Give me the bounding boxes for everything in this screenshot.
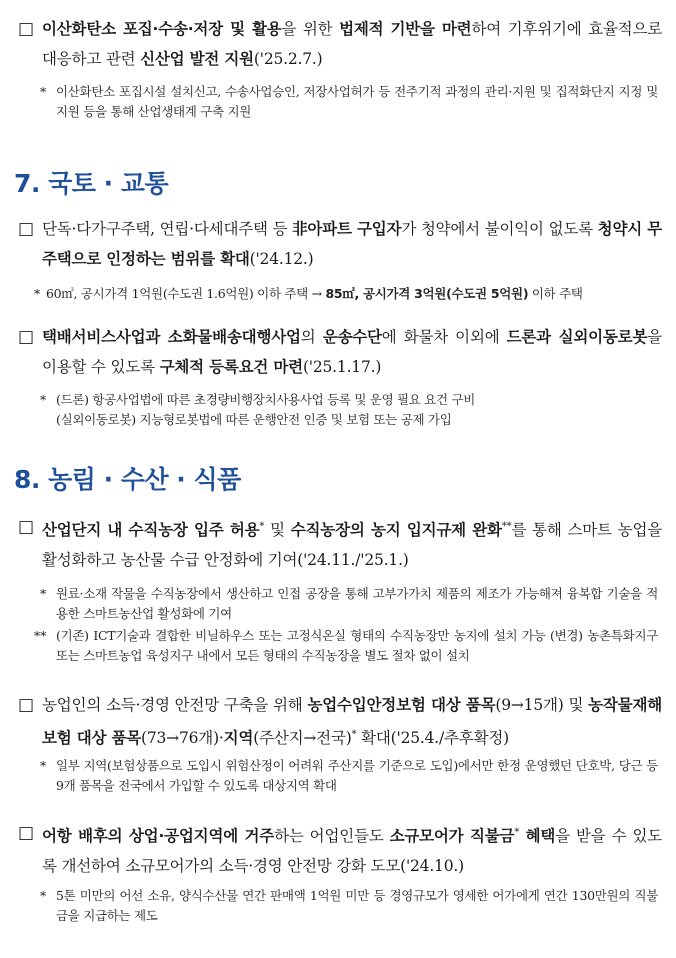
section-heading-8: 8. 농림 · 수산 · 식품 <box>14 465 241 494</box>
section-heading-7: 7. 국토 · 교통 <box>14 169 169 198</box>
bullet-item-fishery <box>18 818 662 881</box>
checkbox-bullet: □ <box>18 823 35 843</box>
footnote: ** (기존) ICT기술과 결합한 비닐하우스 또는 고정식온실 형태의 수직농장만 농지에 설치 가능 (변경) 농촌특화지구 또는 스마트농업 육성지구 내에서 모든 형태의 수직농장을 별도 절차 없이 설치 <box>34 628 658 663</box>
bullet-item-vertical-farm <box>18 512 662 575</box>
bullet-text: 어항 배후의 상업·공업지역에 거주하는 어업인들도 소규모어가 직불금* 혜택을 받을 수 있도록 개선하여 소규모어가의 소득·경영 안전망 강화 도모('24.10.) <box>42 827 662 875</box>
checkbox-bullet: □ <box>18 219 35 239</box>
footnote: * 일부 지역(보험상품으로 도입시 위험산정이 어려워 주산지를 기준으로 도입)에서만 한정 운영했던 단호박, 당근 등 9개 품목을 전국에서 가입할 수 있도록 대상지역 확대 <box>40 758 658 793</box>
footnote: * 원료·소재 작물을 수직농장에서 생산하고 인접 공장을 통해 고부가가치 제품의 제조가 가능해져 융복합 기술을 적용한 스마트농산업 활성화에 기여 <box>40 586 658 621</box>
footnote: * 5톤 미만의 어선 소유, 양식수산물 연간 판매액 1억원 미만 등 경영규모가 영세한 어가에게 연간 130만원의 직불금을 지급하는 제도 <box>40 888 658 923</box>
bullet-text: 단독·다가구주택, 연립·다세대주택 등 非아파트 구입자가 청약에서 불이익이 없도록 청약시 무주택으로 인정하는 범위를 확대('24.12.) <box>42 220 663 268</box>
footnote: * (드론) 항공사업법에 따른 초경량비행장치사용사업 등록 및 운영 필요 요건 구비 (실외이동로봇) 지능형로봇법에 따른 운행안전 인증 및 보험 또는 공제 가입 <box>40 392 476 427</box>
checkbox-bullet: □ <box>18 695 35 715</box>
bullet-item-delivery <box>18 322 662 382</box>
bullet-text: 산업단지 내 수직농장 입주 허용* 및 수직농장의 농지 입지규제 완화**를 통해 스마트 농업을 활성화하고 농산물 수급 안정화에 기여('24.11./'25.1.) <box>42 521 663 569</box>
checkbox-bullet: □ <box>18 327 35 347</box>
bullet-item-ccus <box>18 14 662 74</box>
bullet-text: 농업인의 소득·경영 안전망 구축을 위해 농업수입안정보험 대상 품목(9→15개) 및 농작물재해보험 대상 품목(73→76개)·지역(주산지→전국)* 확대('25.4./추후확정) <box>42 696 663 747</box>
bullet-item-insurance <box>18 690 662 753</box>
checkbox-bullet: □ <box>18 517 35 537</box>
checkbox-bullet: □ <box>18 19 35 39</box>
bullet-item-housing <box>18 214 662 274</box>
footnote: * 이산화탄소 포집시설 설치신고, 수송사업승인, 저장사업허가 등 전주기적 과정의 관리·지원 및 집적화단지 지정 및 지원 등을 통해 산업생태계 구축 지원 <box>40 84 658 119</box>
bullet-text: 택배서비스사업과 소화물배송대행사업의 운송수단에 화물차 이외에 드론과 실외이동로봇을 이용할 수 있도록 구체적 등록요건 마련('25.1.17.) <box>42 328 662 376</box>
bullet-text: 이산화탄소 포집·수송·저장 및 활용을 위한 법제적 기반을 마련하여 기후위기에 효율적으로 대응하고 관련 신산업 발전 지원('25.2.7.) <box>42 20 663 68</box>
footnote: * 60㎡, 공시가격 1억원(수도권 1.6억원) 이하 주택 → 85㎡, 공시가격 3억원(수도권 5억원) 이하 주택 <box>34 286 583 301</box>
